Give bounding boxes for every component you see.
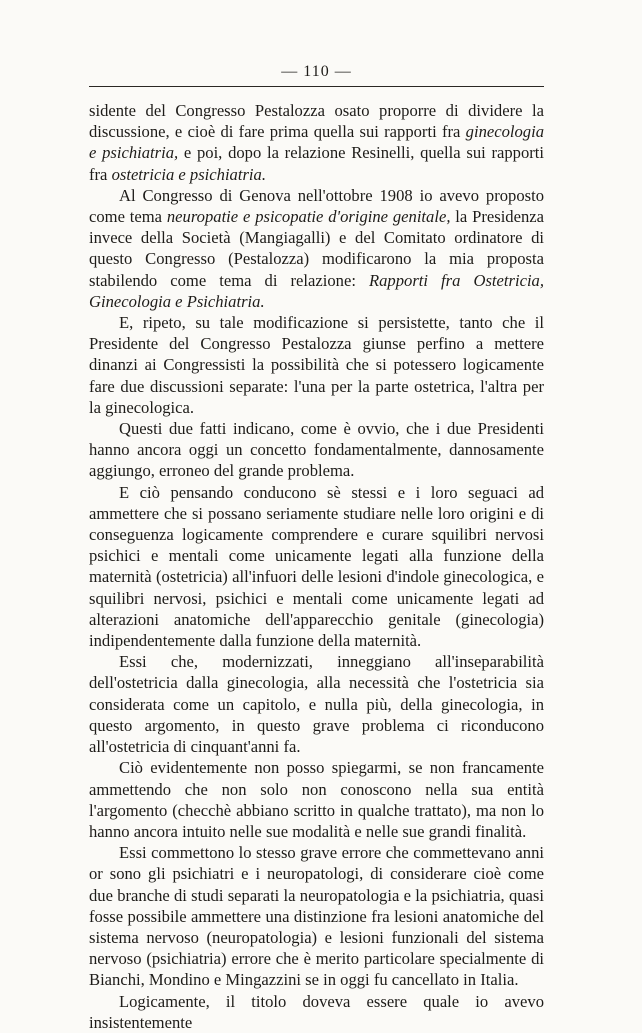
paragraph: E, ripeto, su tale modificazione si persistette, tanto che il Presidente del Congresso Pestalozza giunse perfino a mettere dinanzi ai Congressisti la possibilità che si potessero logicamente fare due discussioni separate: l'una per la parte ostetrica, l'altra per la ginecologica.: [89, 313, 544, 417]
paragraph: Essi che, modernizzati, inneggiano all'inseparabilità dell'ostetricia dalla ginecologia, alla necessità che l'ostetricia sia considerata come un capitolo, e nulla più, della ginecologia, in questo argomento, in questo grave problema ci riconducono all'ostetricia di cinquant'anni fa.: [89, 652, 544, 757]
paragraph: E ciò pensando conducono sè stessi e i loro seguaci ad ammettere che si possano seriamente studiare nelle loro origini e di conseguenza logicamente comprendere e curare squilibri nervosi psichici e mentali come unicamente legati alla funzione della maternità (ostetricia) all'infuori delle lesioni d'indole ginecologica, e squilibri nervosi, psichici e mentali come unicamente legati ad alterazioni anatomiche dell'apparecchio genitale (ginecologia) indipendentemente dalla funzione della maternità.: [89, 482, 544, 651]
paragraph: Ciò evidentemente non posso spiegarmi, se non francamente ammettendo che non solo non conoscono nella sua entità l'argomento (checchè abbiano scritto in qualche trattato), ma non lo hanno ancora intuito nelle sue modalità e nelle sue grandi finalità.: [89, 758, 544, 841]
paragraph: Logicamente, il titolo doveva essere quale io avevo insistentemente: [89, 991, 544, 1032]
header-rule: [89, 86, 544, 87]
paragraph: Al Congresso di Genova nell'ottobre 1908 io avevo proposto come tema neuropatie e psicopatie d'origine genitale, la Presidenza invece della Società (Mangiagalli) e del Comitato ordinatore di questo Congresso (Pestalozza) modificarono la mia proposta stabilendo come tema di relazione: Rapporti fra Ostetricia, Ginecologia e Psichiatria.: [89, 185, 545, 311]
page-number: — 110 —: [281, 63, 352, 80]
paragraph: Questi due fatti indicano, come è ovvio, che i due Presidenti hanno ancora oggi un concetto fondamentalmente, dannosamente aggiungo, erroneo del grande problema.: [89, 419, 544, 481]
paragraph: sidente del Congresso Pestalozza osato proporre di dividere la discussione, e cioè di fare prima quella sui rapporti fra ginecologia e psichiatria, e poi, dopo la relazione Resinelli, quella sui rapporti fra ostetricia e psichiatria.: [89, 101, 544, 184]
paragraph: Essi commettono lo stesso grave errore che commettevano anni or sono gli psichiatri e i neuropatologi, di considerare cioè come due branche di studi separati la neuropatologia e la psichiatria, quasi fosse possibile ammettere una distinzione fra lesioni anatomiche del sistema nervoso (neuropatologia) e lesioni funzionali del sistema nervoso (psichiatria) errore che è merito particolare specialmente di Bianchi, Mondino e Mingazzini se in oggi fu cancellato in Italia.: [89, 843, 544, 990]
body-text: [89, 100, 544, 1033]
